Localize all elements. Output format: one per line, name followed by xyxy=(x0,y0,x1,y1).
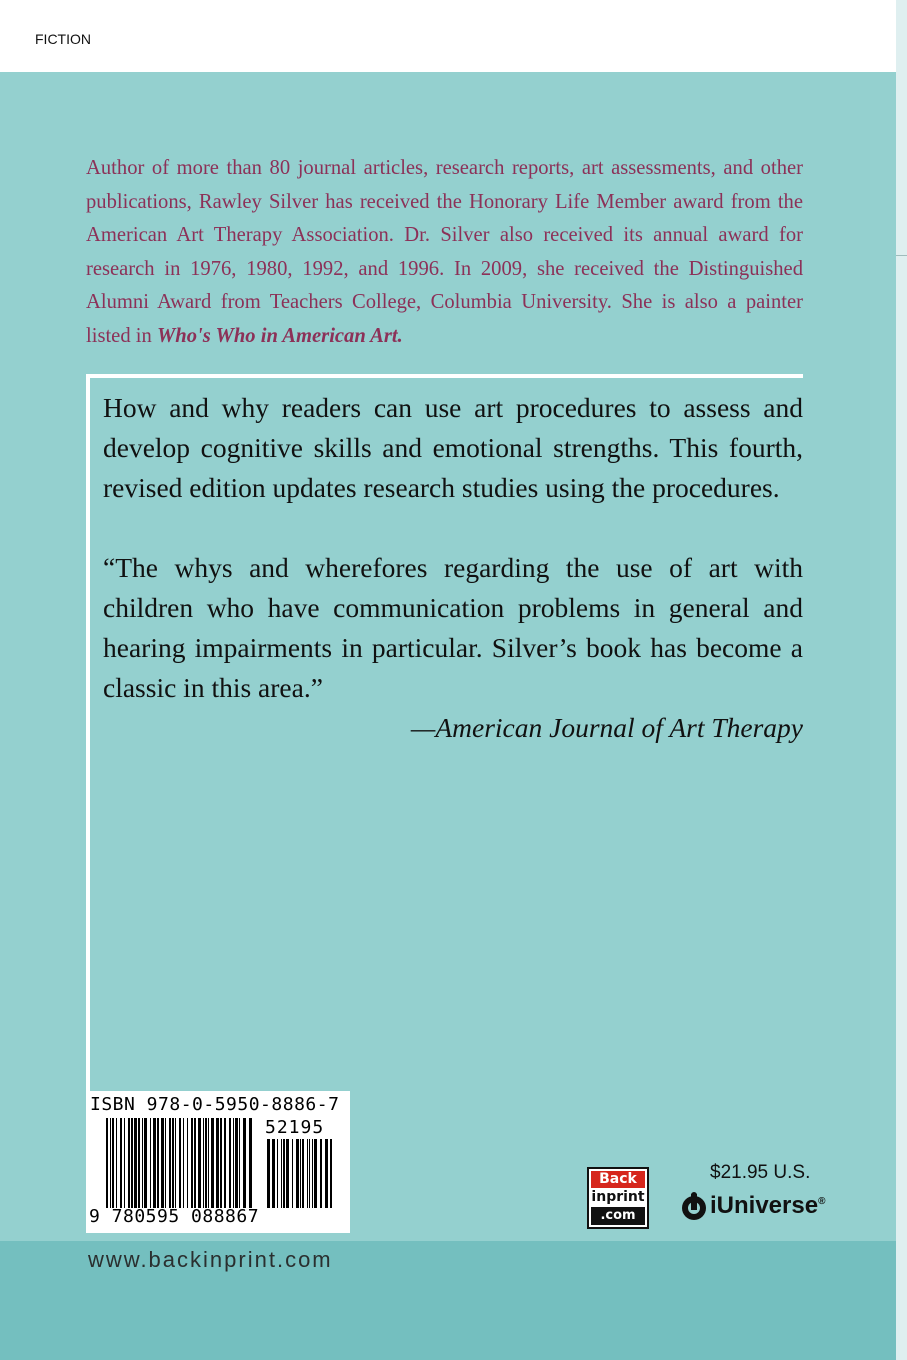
barcode-bar xyxy=(325,1139,328,1208)
barcode-bar xyxy=(220,1118,222,1208)
barcode-addon-number: 52195 xyxy=(265,1117,325,1138)
barcode-bar xyxy=(292,1139,293,1208)
barcode-bar xyxy=(198,1118,201,1208)
barcode-bar xyxy=(300,1139,301,1208)
logo-line-com: .com xyxy=(591,1207,645,1225)
top-white-bar xyxy=(0,0,896,72)
category-label: FICTION xyxy=(35,31,91,47)
barcode-bar xyxy=(138,1118,140,1208)
barcode-bar xyxy=(194,1118,196,1208)
barcode-bars-icon xyxy=(106,1118,256,1208)
barcode-bar xyxy=(142,1118,143,1208)
author-bio xyxy=(86,152,803,354)
barcode-bar xyxy=(112,1118,114,1208)
barcode-bar xyxy=(312,1139,313,1208)
registered-mark: ® xyxy=(818,1196,826,1207)
barcode-bar xyxy=(128,1118,130,1208)
backinprint-logo xyxy=(587,1167,649,1229)
barcode-bar xyxy=(172,1118,174,1208)
publisher-logo-text xyxy=(710,1192,825,1220)
ean-digits: 9 780595 088867 xyxy=(89,1206,260,1227)
website-link[interactable]: www.backinprint.com xyxy=(88,1247,333,1272)
barcode-bar xyxy=(229,1118,231,1208)
barcode-bar xyxy=(314,1139,317,1208)
barcode-bar xyxy=(150,1118,151,1208)
barcode-bar xyxy=(307,1139,308,1208)
barcode-bar xyxy=(277,1139,278,1208)
barcode-bar xyxy=(203,1118,204,1208)
barcode-bar xyxy=(233,1118,234,1208)
author-bio-text: Author of more than 80 journal articles, research reports, art assessments, and other publications, Rawley Silver has received the Honorary Life Member award from the American Art Therapy Association. Dr. Silver also received its annual award for research in 1976, 1980, 1992, and 1996. In 2009, she received the Distinguished Alumni Award from Teachers College, Columbia University. She is also a painter listed in xyxy=(86,157,803,347)
barcode-bar xyxy=(281,1139,282,1208)
barcode-bar xyxy=(124,1118,125,1208)
barcode-bar xyxy=(106,1118,108,1208)
barcode-addon-bars-icon xyxy=(267,1139,335,1208)
review-source: —American Journal of Art Therapy xyxy=(410,712,803,743)
barcode-bar xyxy=(302,1139,304,1208)
barcode-bar xyxy=(320,1139,322,1208)
barcode-bar xyxy=(286,1139,289,1208)
barcode-bar xyxy=(216,1118,219,1208)
barcode-bar xyxy=(134,1118,137,1208)
barcode-bar xyxy=(191,1118,193,1208)
barcode-bar xyxy=(283,1139,285,1208)
bio-book-title: Who's Who in American Art. xyxy=(156,324,403,347)
barcode-bar xyxy=(179,1118,181,1208)
barcode-bar xyxy=(120,1118,122,1208)
barcode-bar xyxy=(272,1139,275,1208)
iuniverse-logo-icon xyxy=(680,1192,708,1222)
barcode-bar xyxy=(169,1118,171,1208)
barcode-bar xyxy=(131,1118,133,1208)
isbn-barcode xyxy=(86,1091,350,1233)
barcode-bar xyxy=(175,1118,176,1208)
barcode-bar xyxy=(110,1118,111,1208)
right-edge-strip xyxy=(896,0,907,1360)
logo-line-back: Back xyxy=(591,1171,645,1188)
barcode-bar xyxy=(211,1118,214,1208)
barcode-bar xyxy=(187,1118,188,1208)
barcode-bar xyxy=(249,1118,252,1208)
barcode-bar xyxy=(161,1118,164,1208)
barcode-bar xyxy=(267,1139,270,1208)
barcode-bar xyxy=(153,1118,156,1208)
barcode-bar xyxy=(157,1118,159,1208)
strip-mark xyxy=(896,255,907,256)
barcode-bar xyxy=(116,1118,117,1208)
price-label: $21.95 U.S. xyxy=(710,1162,811,1183)
barcode-bar xyxy=(144,1118,147,1208)
barcode-bar xyxy=(296,1139,299,1208)
logo-line-inprint: inprint xyxy=(591,1189,645,1205)
review-quote: “The whys and wherefores regarding the use of art with children who have communication problems in general and hearing impairments in particular. Silver’s book has become a classic in this area.” xyxy=(103,552,803,703)
barcode-bar xyxy=(165,1118,166,1208)
barcode-bar xyxy=(183,1118,184,1208)
barcode-bar xyxy=(205,1118,207,1208)
publisher-name: iUniverse xyxy=(710,1192,819,1219)
isbn-number: ISBN 978-0-5950-8886-7 xyxy=(90,1094,340,1115)
barcode-bar xyxy=(243,1118,246,1208)
barcode-bar xyxy=(208,1118,209,1208)
barcode-bar xyxy=(239,1118,240,1208)
barcode-bar xyxy=(330,1139,332,1208)
barcode-bar xyxy=(309,1139,310,1208)
barcode-bar xyxy=(224,1118,226,1208)
book-blurb: How and why readers can use art procedures to assess and develop cognitive skills and emotional strengths. This fourth, revised edition updates research studies using the procedures. xyxy=(103,392,803,503)
barcode-bar xyxy=(235,1118,238,1208)
